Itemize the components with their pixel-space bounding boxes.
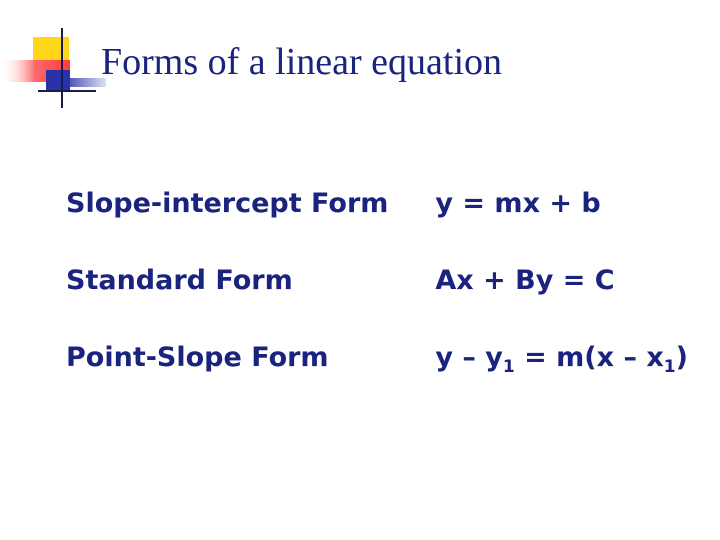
slide-title: Forms of a linear equation <box>101 41 503 83</box>
subscript: 1 <box>663 357 676 377</box>
form-row-slope-intercept <box>66 187 601 221</box>
equation-part: = m(x – x <box>514 342 664 373</box>
form-equation: y = mx + b <box>435 188 601 219</box>
form-name: Slope-intercept Form <box>66 188 389 219</box>
form-row-standard <box>66 264 615 298</box>
form-name: Point-Slope Form <box>66 342 329 373</box>
equation-part: y – y <box>435 342 503 373</box>
subscript: 1 <box>502 357 515 377</box>
equation-part: ) <box>675 342 688 373</box>
form-row-point-slope <box>66 341 688 384</box>
form-equation: Ax + By = C <box>435 265 615 296</box>
form-name: Standard Form <box>66 265 293 296</box>
form-equation <box>435 341 688 384</box>
decorative-corner-graphic <box>0 0 110 110</box>
